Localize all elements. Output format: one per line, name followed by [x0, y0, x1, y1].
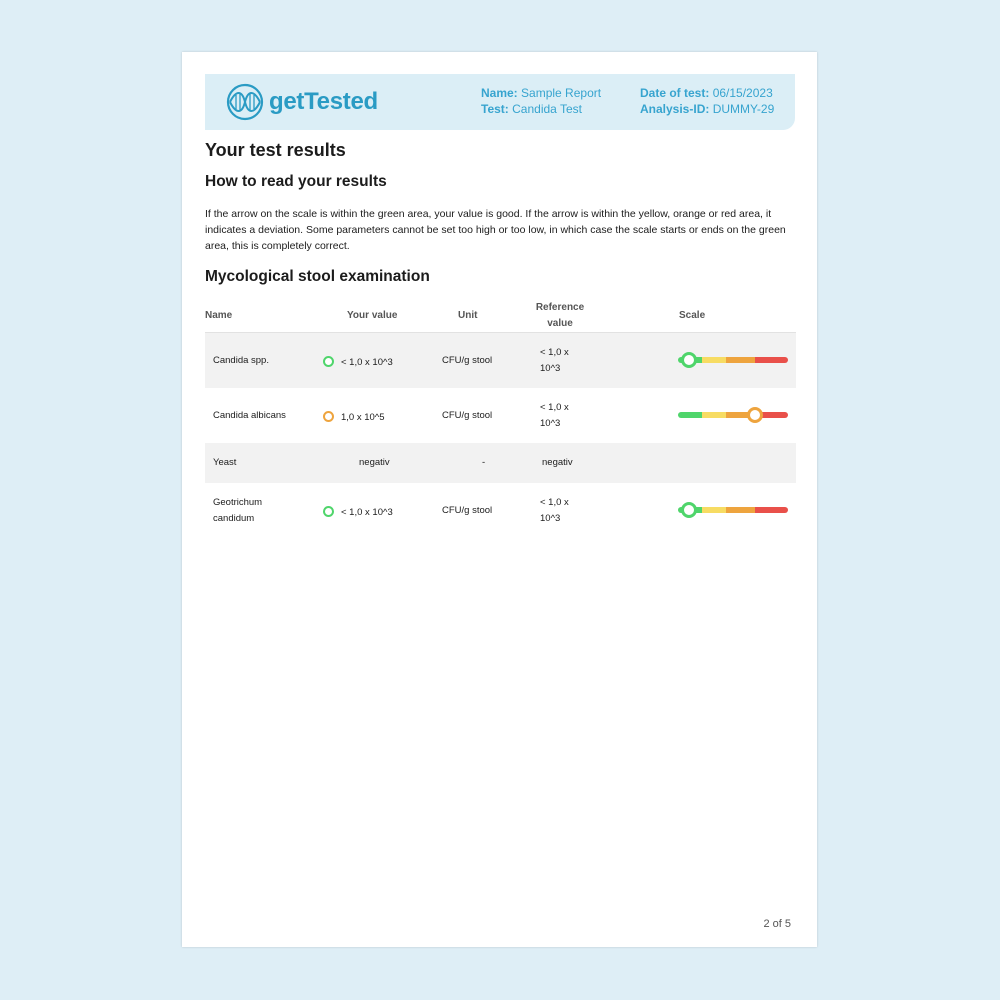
status-good-icon: [323, 506, 334, 517]
report-header: [205, 74, 795, 130]
analysis-id-value: DUMMY-29: [712, 102, 775, 116]
row-reference: [540, 495, 569, 527]
header-reference-line1: Reference: [535, 302, 585, 313]
row-unit: CFU/g stool: [442, 355, 493, 366]
row-reference-line2: 10^3: [540, 418, 561, 429]
page-title: Your test results: [205, 140, 346, 160]
header-your-value: Your value: [347, 310, 398, 321]
table-row: [205, 443, 796, 483]
row-reference: [540, 345, 569, 377]
row-value: 1,0 x 10^5: [341, 412, 385, 423]
row-name: Candida spp.: [213, 355, 269, 366]
row-unit: -: [482, 457, 486, 468]
scale-marker: [747, 407, 763, 423]
scale-yellow-segment: [702, 507, 726, 513]
table-row: [205, 388, 796, 443]
row-name-line1: Geotrichum: [213, 497, 263, 508]
test-label: Test:: [481, 102, 509, 116]
dna-logo-icon: [225, 82, 265, 122]
result-scale: [678, 412, 788, 418]
row-value: < 1,0 x 10^3: [341, 507, 393, 518]
scale-marker: [681, 502, 697, 518]
report-meta-right: [640, 85, 774, 117]
section-heading: Mycological stool examination: [205, 268, 430, 285]
date-label: Date of test:: [640, 86, 710, 100]
row-name: Yeast: [213, 457, 237, 468]
scale-red-segment: [755, 507, 788, 513]
row-value: < 1,0 x 10^3: [341, 357, 393, 368]
result-scale: [678, 507, 788, 513]
analysis-id-label: Analysis-ID:: [640, 102, 710, 116]
header-name: Name: [205, 310, 233, 321]
row-reference-line1: < 1,0 x: [540, 402, 569, 413]
row-name: Candida albicans: [213, 410, 286, 421]
name-value: Sample Report: [521, 86, 602, 100]
name-label: Name:: [481, 86, 518, 100]
row-reference-line2: 10^3: [540, 363, 561, 374]
row-value: negativ: [359, 457, 390, 468]
report-page: [182, 52, 817, 947]
results-table-header: [205, 298, 796, 333]
row-unit: CFU/g stool: [442, 410, 493, 421]
scale-orange-segment: [726, 357, 755, 363]
row-name: [213, 495, 262, 527]
how-to-read-heading: How to read your results: [205, 173, 387, 190]
how-to-read-text: If the arrow on the scale is within the green area, your value is good. If the arrow is within the yellow, orange or red area, it indicates a deviation. Some parameters cannot be set too high or too low, in which case the scale starts or ends on the green area, this is completely correct.: [205, 208, 786, 252]
page-number: 2 of 5: [763, 918, 791, 930]
row-reference: [540, 400, 569, 432]
scale-yellow-segment: [702, 412, 726, 418]
scale-green-segment: [678, 412, 702, 418]
scale-red-segment: [755, 357, 788, 363]
status-warning-icon: [323, 411, 334, 422]
header-unit: Unit: [458, 310, 478, 321]
row-unit: CFU/g stool: [442, 505, 493, 516]
scale-yellow-segment: [702, 357, 726, 363]
result-scale: [678, 357, 788, 363]
header-scale: Scale: [679, 310, 706, 321]
row-name-line2: candidum: [213, 513, 255, 524]
gettested-logo: [225, 82, 378, 122]
date-value: 06/15/2023: [712, 86, 773, 100]
status-good-icon: [323, 356, 334, 367]
scale-marker: [681, 352, 697, 368]
row-reference-line2: 10^3: [540, 513, 561, 524]
row-reference: negativ: [542, 457, 573, 468]
table-row: [205, 483, 796, 538]
header-reference-line2: value: [547, 318, 573, 329]
row-reference-line1: < 1,0 x: [540, 347, 569, 358]
logo-text: getTested: [269, 88, 378, 115]
header-reference: [522, 300, 598, 332]
report-meta-left: [481, 85, 601, 117]
test-value: Candida Test: [512, 102, 582, 116]
row-reference-line1: < 1,0 x: [540, 497, 569, 508]
table-row: [205, 333, 796, 388]
scale-orange-segment: [726, 507, 755, 513]
